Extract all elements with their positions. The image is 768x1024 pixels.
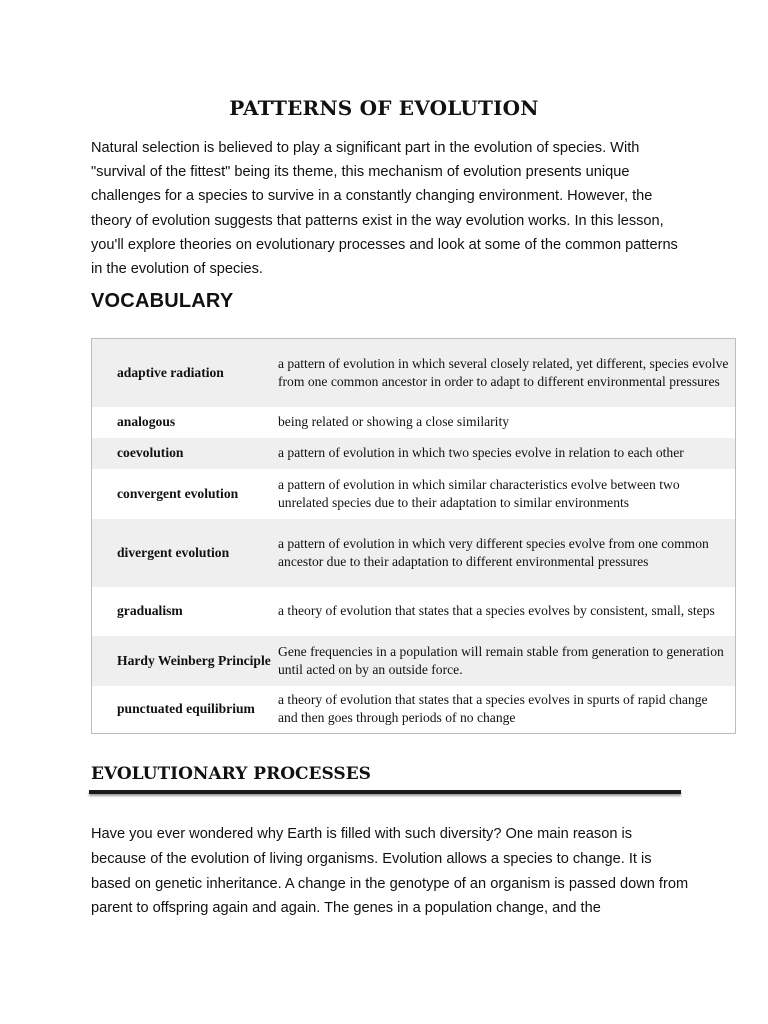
vocab-row <box>92 636 736 686</box>
vocab-definition: a theory of evolution that states that a species evolves in spurts of rapid change and then goes through periods of no change <box>278 692 708 726</box>
vocabulary-heading: VOCABULARY <box>91 290 234 312</box>
vocab-definition: a pattern of evolution in which very different species evolve from one common ancestor due to their adaptation to different environmental pressures <box>278 535 709 569</box>
vocab-row <box>92 339 736 407</box>
section-divider <box>89 790 681 794</box>
vocab-definition: being related or showing a close similarity <box>278 414 510 429</box>
vocab-term: analogous <box>117 414 176 429</box>
vocab-row <box>92 519 736 587</box>
vocab-definition: a pattern of evolution in which two species evolve in relation to each other <box>278 445 684 460</box>
vocab-row <box>92 686 736 734</box>
vocab-term: divergent evolution <box>117 544 230 560</box>
vocab-definition: a theory of evolution that states that a species evolves by consistent, small, steps <box>278 603 715 618</box>
vocabulary-table <box>91 338 736 734</box>
intro-paragraph: Natural selection is believed to play a significant part in the evolution of species. With "survival of the fittest" being its theme, this mechanism of evolution presents unique challenges for a species to survive in a constantly changing environment. However, the theory of evolution suggests that patterns exist in the way evolution works. In this lesson, you'll explore theories on evolutionary processes and look at some of the common patterns in the evolution of species. <box>91 140 678 278</box>
vocab-row <box>92 587 736 636</box>
vocab-term: convergent evolution <box>117 485 239 501</box>
evolutionary-processes-heading: EVOLUTIONARY PROCESSES <box>91 764 371 784</box>
vocab-term: Hardy Weinberg Principle <box>117 652 271 668</box>
vocab-definition: Gene frequencies in a population will remain stable from generation to generation until acted on by an outside force. <box>278 643 724 677</box>
evolutionary-processes-paragraph: Have you ever wondered why Earth is filled with such diversity? One main reason is because of the evolution of living organisms. Evolution allows a species to change. It is based on genetic inheritance. A change in the genotype of an organism is passed down from parent to offspring again and again. The genes in a population change, and the <box>91 826 689 917</box>
vocab-term: coevolution <box>117 445 184 460</box>
vocab-term: punctuated equilibrium <box>117 701 255 717</box>
vocab-row <box>92 438 736 469</box>
page-title: PATTERNS OF EVOLUTION <box>229 96 539 120</box>
vocab-definition: a pattern of evolution in which several closely related, yet different, species evolve from one common ancestor in order to adapt to different environmental pressures <box>278 355 729 389</box>
vocab-term: gradualism <box>117 603 183 618</box>
vocab-definition: a pattern of evolution in which similar characteristics evolve between two unrelated species due to their adaptation to similar environments <box>278 476 680 510</box>
vocab-term: adaptive radiation <box>117 364 224 380</box>
vocab-row <box>92 407 736 438</box>
vocab-row <box>92 469 736 519</box>
